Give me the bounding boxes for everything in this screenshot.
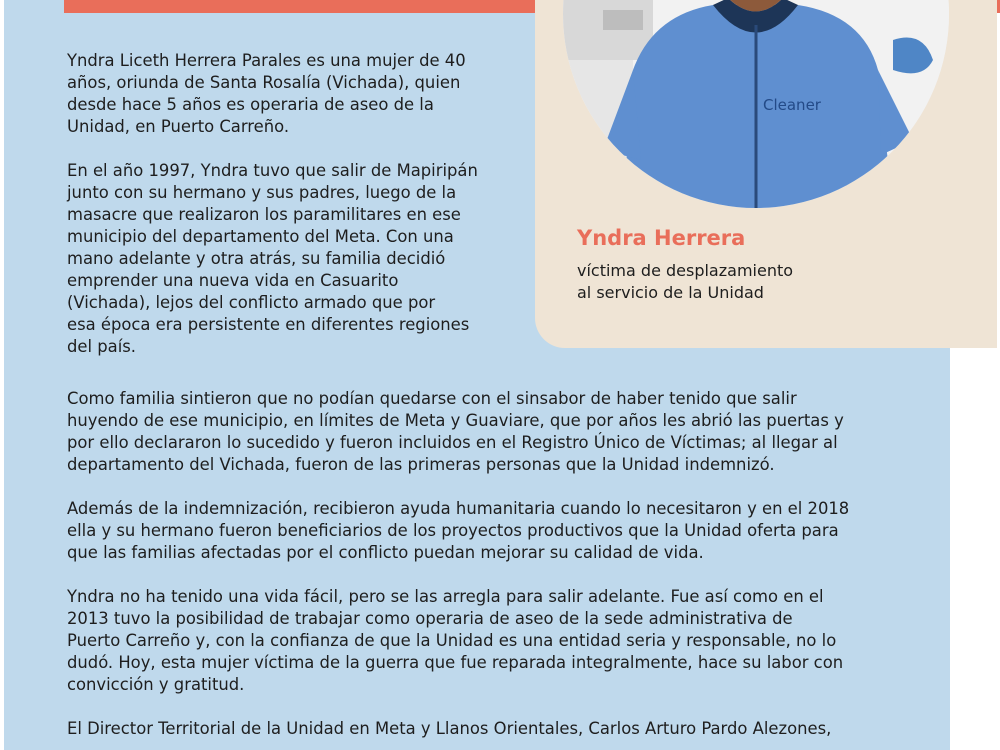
text-line: esa época era persistente en diferentes regiones: [67, 315, 470, 334]
text-line: desde hace 5 años es operaria de aseo de la: [67, 95, 434, 114]
role-line: al servicio de la Unidad: [577, 283, 764, 302]
profile-name: Yndra Herrera: [577, 226, 746, 250]
text-line: (Vichada), lejos del conflicto armado que por: [67, 293, 436, 312]
text-line: En el año 1997, Yndra tuvo que salir de Mapiripán: [67, 161, 478, 180]
text-line: Yndra Liceth Herrera Parales es una mujer de 40: [67, 51, 466, 70]
text-line: masacre que realizaron los paramilitares en ese: [67, 205, 461, 224]
paragraph-director: [67, 718, 831, 740]
text-line: años, oriunda de Santa Rosalía (Vichada), quien: [67, 73, 461, 92]
text-line: dudó. Hoy, esta mujer víctima de la guerra que fue reparada integralmente, hace su labor con: [67, 653, 844, 672]
text-line: que las familias afectadas por el conflicto puedan mejorar su calidad de vida.: [67, 543, 704, 562]
role-line: víctima de desplazamiento: [577, 261, 794, 280]
text-line: Unidad, en Puerto Carreño.: [67, 117, 290, 136]
text-line: del país.: [67, 337, 137, 356]
text-line: Además de la indemnización, recibieron ayuda humanitaria cuando lo necesitaron y en el 2018: [67, 499, 850, 518]
paragraph-intro: [67, 50, 466, 138]
text-line: Puerto Carreño y, con la confianza de que la Unidad es una entidad seria y responsable, no lo: [67, 631, 837, 650]
text-line: municipio del departamento del Meta. Con una: [67, 227, 454, 246]
paragraph-displacement: [67, 160, 478, 358]
text-line: convicción y gratitud.: [67, 675, 245, 694]
text-line: emprender una nueva vida en Casuarito: [67, 271, 399, 290]
text-line: ella y su hermano fueron beneficiarios de los proyectos productivos que la Unidad oferta para: [67, 521, 839, 540]
text-line: junto con su hermano y sus padres, luego de la: [67, 183, 457, 202]
text-line: Yndra no ha tenido una vida fácil, pero se las arregla para salir adelante. Fue así como en el: [67, 587, 824, 606]
text-line: por ello declararon lo sucedido y fueron incluidos en el Registro Único de Víctimas; al llegar al: [67, 433, 838, 452]
profile-role: [577, 260, 793, 304]
text-line: departamento del Vichada, fueron de las primeras personas que la Unidad indemnizó.: [67, 455, 775, 474]
text-line: Como familia sintieron que no podían quedarse con el sinsabor de haber tenido que salir: [67, 389, 797, 408]
paragraph-registry: [67, 388, 844, 476]
text-line: mano adelante y otra atrás, su familia decidió: [67, 249, 446, 268]
shirt-logo: Cleaner: [763, 96, 821, 114]
text-line: El Director Territorial de la Unidad en Meta y Llanos Orientales, Carlos Arturo Pardo Alezones,: [67, 719, 832, 738]
paragraph-support: [67, 498, 849, 564]
text-line: 2013 tuvo la posibilidad de trabajar como operaria de aseo de la sede administrativa de: [67, 609, 793, 628]
paragraph-work: [67, 586, 843, 696]
text-line: huyendo de ese municipio, en límites de Meta y Guaviare, que por años les abrió las puertas y: [67, 411, 844, 430]
